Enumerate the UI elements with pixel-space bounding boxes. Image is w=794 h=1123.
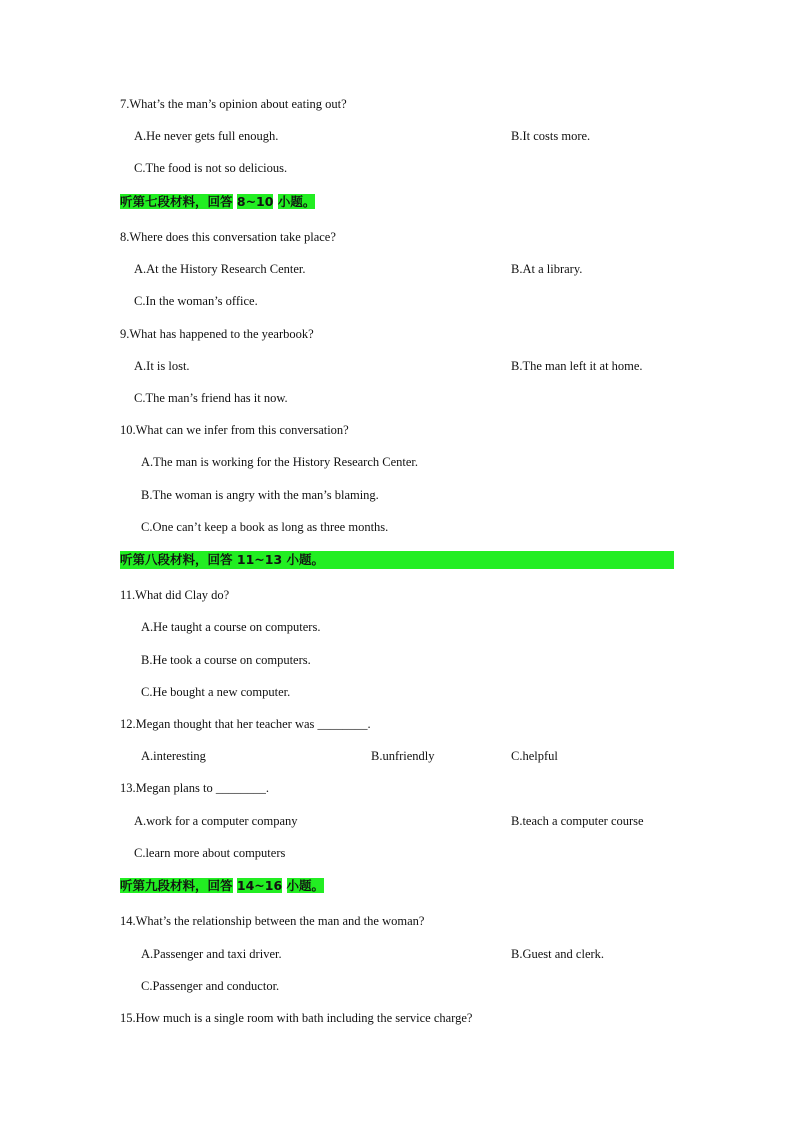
section-9-heading: [120, 877, 324, 895]
section-9-question-range: 14~16: [236, 878, 283, 893]
question-12-option-c: C.helpful: [511, 749, 558, 763]
question-15-stem: 15.How much is a single room with bath including the service charge?: [120, 1011, 473, 1025]
question-10-option-c: C.One can’t keep a book as long as three months.: [141, 520, 389, 534]
question-9-option-a: A.It is lost.: [134, 359, 190, 373]
question-14-option-a: A.Passenger and taxi driver.: [141, 947, 282, 961]
section-7-question-range: 8~10: [236, 194, 274, 209]
question-11-stem: 11.What did Clay do?: [120, 588, 230, 602]
question-7-stem: 7.What’s the man’s opinion about eating out?: [120, 97, 347, 111]
section-7-heading-text: 听第七段材料，回答: [120, 194, 233, 209]
question-11-option-c: C.He bought a new computer.: [141, 685, 291, 699]
question-9-stem: 9.What has happened to the yearbook?: [120, 327, 314, 341]
question-8-option-a: A.At the History Research Center.: [134, 262, 306, 276]
question-8-option-c: C.In the woman’s office.: [134, 294, 258, 308]
question-8-option-b: B.At a library.: [511, 262, 583, 276]
question-14-stem: 14.What’s the relationship between the man and the woman?: [120, 914, 425, 928]
question-10-option-a: A.The man is working for the History Research Center.: [141, 455, 419, 469]
section-8-heading-suffix: 小题。: [286, 552, 325, 567]
question-8-stem: 8.Where does this conversation take place?: [120, 230, 336, 244]
question-7-option-c: C.The food is not so delicious.: [134, 161, 288, 175]
question-12-option-a: A.interesting: [141, 749, 206, 763]
question-7-option-b: B.It costs more.: [511, 129, 591, 143]
question-14-option-b: B.Guest and clerk.: [511, 947, 605, 961]
section-8-question-range: 11~13: [236, 552, 283, 567]
question-12-option-b: B.unfriendly: [371, 749, 435, 763]
section-9-heading-text: 听第九段材料，回答: [120, 878, 233, 893]
section-8-heading-text: 听第八段材料，回答: [120, 552, 233, 567]
question-10-stem: 10.What can we infer from this conversation?: [120, 423, 349, 437]
question-13-stem: 13.Megan plans to ________.: [120, 781, 269, 795]
section-8-heading: [120, 551, 324, 569]
section-9-heading-suffix: 小题。: [286, 878, 325, 893]
question-13-option-b: B.teach a computer course: [511, 814, 644, 828]
question-9-option-c: C.The man’s friend has it now.: [134, 391, 288, 405]
question-7-option-a: A.He never gets full enough.: [134, 129, 279, 143]
question-12-stem: 12.Megan thought that her teacher was ________.: [120, 717, 371, 731]
section-7-heading: [120, 193, 315, 211]
question-9-option-b: B.The man left it at home.: [511, 359, 643, 373]
section-7-heading-suffix: 小题。: [277, 194, 316, 209]
question-11-option-b: B.He took a course on computers.: [141, 653, 311, 667]
question-14-option-c: C.Passenger and conductor.: [141, 979, 280, 993]
question-13-option-c: C.learn more about computers: [134, 846, 286, 860]
question-11-option-a: A.He taught a course on computers.: [141, 620, 321, 634]
question-13-option-a: A.work for a computer company: [134, 814, 298, 828]
question-10-option-b: B.The woman is angry with the man’s blaming.: [141, 488, 379, 502]
